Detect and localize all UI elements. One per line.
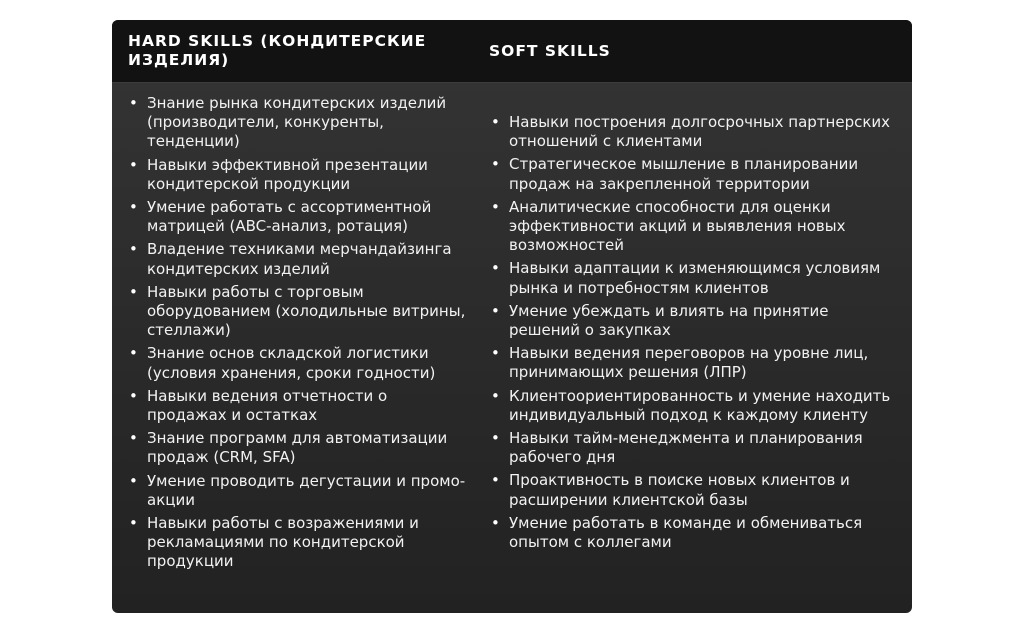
- list-item: [490, 302, 894, 340]
- list-item: [490, 429, 894, 467]
- bullet-icon: •: [491, 471, 500, 490]
- skill-text: Умение убеждать и влиять на принятие решений о закупках: [509, 301, 829, 340]
- list-item: [128, 198, 468, 236]
- list-item: [128, 514, 468, 572]
- skill-text: Знание основ складской логистики (условия хранения, сроки годности): [147, 344, 436, 382]
- skill-text: Навыки работы с возражениями и рекламациями по кондитерской продукции: [147, 514, 419, 571]
- skill-text: Владение техниками мерчандайзинга кондитерских изделий: [147, 240, 452, 278]
- list-item: [490, 155, 894, 193]
- skill-text: Умение проводить дегустации и промо-акции: [147, 471, 466, 509]
- skill-text: Навыки тайм-менеджмента и планирования рабочего дня: [509, 429, 863, 467]
- bullet-icon: •: [491, 386, 500, 405]
- skill-text: Умение работать в команде и обмениваться опытом с коллегами: [509, 513, 863, 552]
- bullet-icon: •: [129, 344, 138, 363]
- skills-table: [112, 20, 912, 613]
- bullet-icon: •: [129, 155, 138, 174]
- bullet-icon: •: [129, 514, 138, 533]
- list-item: [490, 471, 894, 509]
- list-item: [490, 344, 894, 382]
- skill-text: Клиентоориентированность и умение находить индивидуальный подход к каждому клиенту: [509, 386, 891, 424]
- bullet-icon: •: [491, 301, 500, 320]
- list-item: [128, 429, 468, 467]
- bullet-icon: •: [491, 259, 500, 278]
- bullet-icon: •: [491, 113, 500, 131]
- list-item: [490, 387, 894, 425]
- skill-text: Проактивность в поиске новых клиентов и расширении клиентской базы: [509, 471, 850, 509]
- list-item: [490, 198, 894, 256]
- skill-text: Навыки адаптации к изменяющимся условиям рынка и потребностям клиентов: [509, 259, 881, 297]
- skill-text: Аналитические способности для оценки эффективности акций и выявления новых возможностей: [509, 197, 846, 255]
- skill-text: Знание программ для автоматизации продаж (CRM, SFA): [147, 429, 448, 467]
- bullet-icon: •: [491, 513, 500, 532]
- skill-text: Навыки эффективной презентации кондитерской продукции: [147, 155, 428, 193]
- skill-text: Знание рынка кондитерских изделий (производители, конкуренты, тенденции): [147, 94, 447, 151]
- list-item: [128, 156, 468, 194]
- skill-text: Навыки построения долгосрочных партнерских отношений с клиентами: [509, 113, 891, 151]
- list-item: [128, 472, 468, 510]
- bullet-icon: •: [129, 386, 138, 405]
- table-header: [112, 20, 912, 83]
- skill-text: Навыки ведения отчетности о продажах и остатках: [147, 386, 388, 425]
- list-item: [490, 259, 894, 297]
- hard-skills-header: HARD SKILLS (КОНДИТЕРСКИЕ ИЗДЕЛИЯ): [128, 32, 427, 69]
- list-item: [128, 283, 468, 341]
- bullet-icon: •: [491, 155, 500, 174]
- list-item: [490, 113, 894, 151]
- skill-text: Стратегическое мышление в планировании продаж на закрепленной территории: [509, 155, 859, 193]
- list-item: [128, 387, 468, 425]
- soft-skills-list: [490, 113, 894, 556]
- hard-skills-list: [128, 94, 468, 576]
- bullet-icon: •: [129, 94, 138, 112]
- soft-skills-header: SOFT SKILLS: [489, 42, 611, 60]
- bullet-icon: •: [129, 471, 138, 490]
- skill-text: Умение работать с ассортиментной матрицей (ABC-анализ, ротация): [147, 198, 432, 236]
- bullet-icon: •: [129, 429, 138, 448]
- bullet-icon: •: [491, 197, 500, 216]
- bullet-icon: •: [129, 240, 138, 259]
- skill-text: Навыки работы с торговым оборудованием (холодильные витрины, стеллажи): [147, 282, 466, 340]
- bullet-icon: •: [491, 344, 500, 363]
- bullet-icon: •: [129, 282, 138, 301]
- list-item: [490, 514, 894, 552]
- list-item: [128, 344, 468, 382]
- skill-text: Навыки ведения переговоров на уровне лиц, принимающих решения (ЛПР): [509, 344, 869, 382]
- list-item: [128, 240, 468, 278]
- list-item: [128, 94, 468, 152]
- bullet-icon: •: [491, 429, 500, 448]
- bullet-icon: •: [129, 198, 138, 217]
